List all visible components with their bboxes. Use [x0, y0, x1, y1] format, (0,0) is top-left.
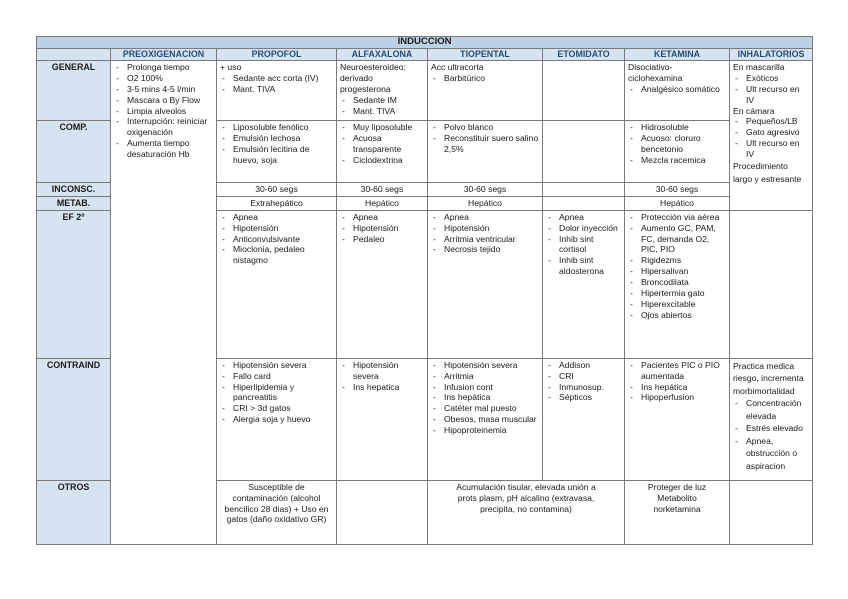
- list-item: - Hipersalivan: [628, 266, 726, 277]
- list-item: - Estrés elevado: [733, 422, 809, 435]
- alfaxalona-contraind: [337, 358, 428, 480]
- list-item: - Hiperexcitable: [628, 299, 726, 310]
- list-item: - Dolor inyección: [546, 223, 621, 234]
- inhal-camara-head: En cámara: [733, 105, 775, 116]
- propofol-otros: Susceptible de contaminación (alcohol bencílico 28 dias) + Uso en gatos (daño oxidativo GR): [217, 480, 337, 544]
- ketamina-contraind: [625, 358, 730, 480]
- list-item: - Analgésico somático: [628, 84, 726, 95]
- list-item: - Necrosis tejido: [431, 244, 539, 255]
- list-item: - Acuosa transparente: [340, 133, 424, 155]
- propofol-inconsc: 30-60 segs: [217, 182, 337, 196]
- list-item: - Apnea, obstrucción o aspiracion: [733, 435, 809, 473]
- list-item: - Gato agresivo: [733, 127, 809, 138]
- alfaxalona-comp: [337, 120, 428, 182]
- inhal-procedimiento: Procedimiento largo y estresante: [733, 161, 802, 185]
- tiopental-inconsc: 30-60 segs: [428, 182, 543, 196]
- list-item: - Apnea: [431, 212, 539, 223]
- ketamina-general-intro: Disociativo-ciclohexamina: [628, 61, 683, 83]
- list-item: - Ult recurso en IV: [733, 84, 809, 106]
- preoxigenacion-cell: [111, 60, 217, 544]
- tiopental-otros-text: Acumulación tisular, elevada unión a prots plasm, pH alcalino (extravasa, precipita, no contamina): [456, 481, 596, 514]
- list-item: - Alergia soja y huevo: [220, 414, 333, 425]
- list-item: - Hipoperfusion: [628, 392, 726, 403]
- inhal-mascarilla-head: En mascarilla: [733, 61, 785, 72]
- list-item: - Ciclodextrina: [340, 155, 424, 166]
- row-header-ef: EF 2º: [37, 210, 111, 358]
- corner-cell: [37, 49, 111, 61]
- ketamina-ef: [625, 210, 730, 358]
- col-header-alfaxalona: ALFAXALONA: [337, 49, 428, 61]
- row-header-contraind: CONTRAIND: [37, 358, 111, 480]
- tiopental-comp: [428, 120, 543, 182]
- ketamina-comp: [625, 120, 730, 182]
- list-item: - Limpia alveolos: [114, 106, 213, 117]
- list-item: - Emulsión lecitina de huevo, soja: [220, 144, 333, 166]
- ketamina-otros-text: Proteger de luz Metabolito norketamina: [647, 481, 707, 514]
- list-item: - Apnea: [220, 212, 333, 223]
- col-header-preoxigenacion: PREOXIGENACION: [111, 49, 217, 61]
- row-header-comp: COMP.: [37, 120, 111, 182]
- list-item: - Prolonga tiempo: [114, 62, 213, 73]
- list-item: - Exóticos: [733, 73, 809, 84]
- list-item: - CRI: [546, 371, 621, 382]
- list-item: - Sedante IM: [340, 95, 424, 106]
- list-item: - Barbitúrico: [431, 73, 539, 84]
- list-item: - Pacientes PIC o PIO aumentada: [628, 360, 726, 382]
- list-item: - Addison: [546, 360, 621, 371]
- inhalatorios-ef: [730, 210, 813, 358]
- etomidato-comp: [543, 120, 625, 182]
- list-item: - Sépticos: [546, 392, 621, 403]
- list-item: - Hipotensión severa: [431, 360, 539, 371]
- propofol-comp: [217, 120, 337, 182]
- list-item: - Hipotensión: [431, 223, 539, 234]
- inhalatorios-general-cell: [730, 60, 813, 210]
- list-item: - Ins hepática: [628, 382, 726, 393]
- propofol-general: [217, 60, 337, 120]
- preox-list: [114, 62, 213, 160]
- ketamina-inconsc: 30-60 segs: [625, 182, 730, 196]
- tiopental-metab: Hepático: [428, 196, 543, 210]
- etomidato-metab: [543, 196, 625, 210]
- ketamina-otros: [625, 480, 730, 544]
- list-item: - Inmunosup.: [546, 382, 621, 393]
- tiopental-general-intro: Acc ultracorta: [431, 61, 484, 72]
- list-item: - Broncodilata: [628, 277, 726, 288]
- list-item: - Obesos, masa muscular: [431, 414, 539, 425]
- list-item: - CRI > 3d gatos: [220, 403, 333, 414]
- list-item: - Liposoluble fenólico: [220, 122, 333, 133]
- etomidato-inconsc: [543, 182, 625, 196]
- list-item: - Hidrosoluble: [628, 122, 726, 133]
- list-item: - Interrupción: reiniciar oxigenación: [114, 116, 213, 138]
- inhalatorios-otros: [730, 480, 813, 544]
- list-item: - Hipotensión severa: [220, 360, 333, 371]
- row-general: [37, 60, 813, 120]
- inhalatorios-contraind: [730, 358, 813, 480]
- row-header-general: GENERAL: [37, 60, 111, 120]
- list-item: - Mant. TIVA: [340, 106, 424, 117]
- list-item: - Mioclonia, pedaleo nistagmo: [220, 244, 333, 266]
- inhal-contraind-head: Practica medica riesgo, incrementa morbimortalidad: [733, 360, 804, 396]
- tiopental-contraind: [428, 358, 543, 480]
- etomidato-general: [543, 60, 625, 120]
- list-item: - Rigidezms: [628, 255, 726, 266]
- etomidato-ef: [543, 210, 625, 358]
- propofol-general-intro: + uso: [220, 61, 242, 72]
- list-item: - Reconstituir suero salino 2,5%: [431, 133, 539, 155]
- list-item: - Hipoproteinemia: [431, 425, 539, 436]
- list-item: - Pequeños/LB: [733, 116, 809, 127]
- list-item: - Apnea: [340, 212, 424, 223]
- tiopental-general: [428, 60, 543, 120]
- list-item: - Pedaleo: [340, 234, 424, 245]
- alfaxalona-general-intro: Neuroesteroideo: derivado progesterona: [340, 61, 406, 94]
- tiopental-ef: [428, 210, 543, 358]
- alfaxalona-inconsc: 30-60 segs: [337, 182, 428, 196]
- list-item: - Mezcla racemica: [628, 155, 726, 166]
- col-header-ketamina: KETAMINA: [625, 49, 730, 61]
- list-item: - Hipertermia gato: [628, 288, 726, 299]
- list-item: - Anticonvulsivante: [220, 234, 333, 245]
- tiopental-otros: [428, 480, 625, 544]
- list-item: - 3-5 mins 4-5 l/min: [114, 84, 213, 95]
- col-header-inhalatorios: INHALATORIOS: [730, 49, 813, 61]
- list-item: - Mascara o By Flow: [114, 95, 213, 106]
- list-item: - Catéter mal puesto: [431, 403, 539, 414]
- list-item: - Infusion cont: [431, 382, 539, 393]
- row-header-inconsc: INCONSC.: [37, 182, 111, 196]
- row-header-otros: OTROS: [37, 480, 111, 544]
- alfaxalona-otros: [337, 480, 428, 544]
- list-item: - Hipotensión: [340, 223, 424, 234]
- list-item: - Sedante acc corta (IV): [220, 73, 333, 84]
- table-title: INDUCCION: [37, 37, 813, 49]
- list-item: - Polvo blanco: [431, 122, 539, 133]
- list-item: - Protección via aérea: [628, 212, 726, 223]
- list-item: - Acuoso: cloruro bencetonio: [628, 133, 726, 155]
- list-item: - Ins hepatica: [340, 382, 424, 393]
- col-header-etomidato: ETOMIDATO: [543, 49, 625, 61]
- list-item: - Arritmia ventricular: [431, 234, 539, 245]
- list-item: - Ins hepática: [431, 392, 539, 403]
- list-item: - Inhib sint aldosterona: [546, 255, 621, 277]
- col-header-propofol: PROPOFOL: [217, 49, 337, 61]
- list-item: - Hiperlipidemia y pancreatitis: [220, 382, 333, 404]
- list-item: - Aumenta tiempo desaturación Hb: [114, 138, 213, 160]
- list-item: - Apnea: [546, 212, 621, 223]
- list-item: - Hipotensión severa: [340, 360, 424, 382]
- list-item: - Ult recurso en IV: [733, 138, 809, 160]
- col-header-tiopental: TIOPENTAL: [428, 49, 543, 61]
- alfaxalona-ef: [337, 210, 428, 358]
- alfaxalona-general: [337, 60, 428, 120]
- list-item: - Arritmia: [431, 371, 539, 382]
- ketamina-general: [625, 60, 730, 120]
- etomidato-contraind: [543, 358, 625, 480]
- list-item: - Hipotensión: [220, 223, 333, 234]
- ketamina-metab: Hepático: [625, 196, 730, 210]
- list-item: - Ojos abiertos: [628, 310, 726, 321]
- list-item: - Mant. TIVA: [220, 84, 333, 95]
- induction-table: [36, 36, 813, 545]
- list-item: - Aumento GC, PAM, FC, demanda O2, PIC, PIO: [628, 223, 726, 256]
- propofol-metab: Extrahepático: [217, 196, 337, 210]
- propofol-ef: [217, 210, 337, 358]
- list-item: - Fallo card: [220, 371, 333, 382]
- alfaxalona-metab: Hepático: [337, 196, 428, 210]
- list-item: - O2 100%: [114, 73, 213, 84]
- row-header-metab: METAB.: [37, 196, 111, 210]
- propofol-contraind: [217, 358, 337, 480]
- list-item: - Inhib sint cortisol: [546, 234, 621, 256]
- list-item: - Concentración elevada: [733, 397, 809, 422]
- list-item: - Muy liposoluble: [340, 122, 424, 133]
- column-header-row: [37, 49, 813, 61]
- list-item: - Emulsión lechosa: [220, 133, 333, 144]
